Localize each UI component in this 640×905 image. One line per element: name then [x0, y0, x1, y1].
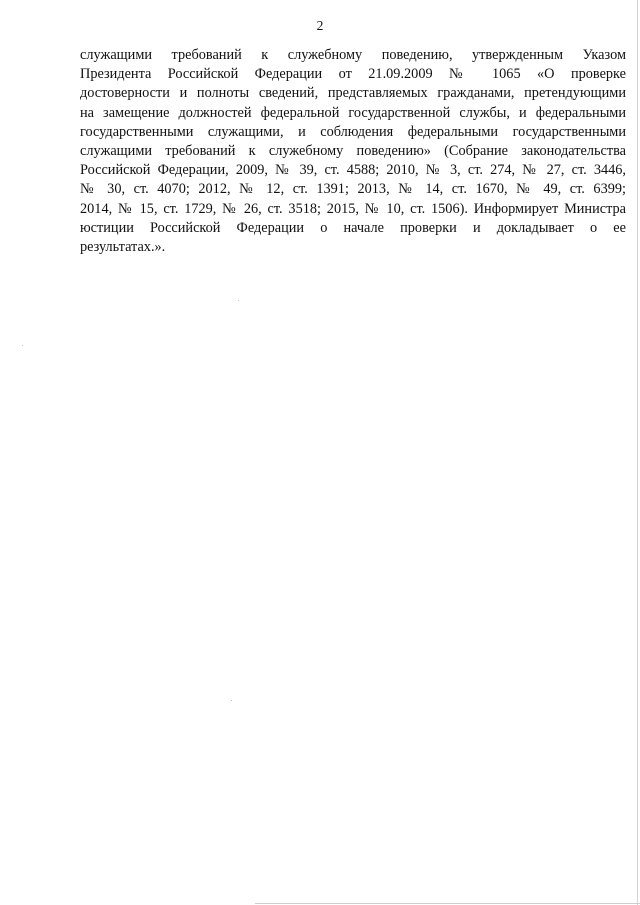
page-edge-bottom	[255, 903, 640, 904]
text-line-3: достоверности и полноты сведений, представляемых гражданами, претендующими	[80, 85, 626, 102]
text-line-9: 2014, № 15, ст. 1729, № 26, ст. 3518; 2015, № 10, ст. 1506). Информирует Министра	[80, 200, 626, 217]
text-line-1: служащими требований к служебному поведению, утвержденным Указом	[80, 47, 626, 63]
text-line-6: служащими требований к служебному поведению» (Собрание законодательства	[80, 143, 626, 160]
text-line-5: государственными служащими, и соблюдения федеральными государственными	[80, 123, 626, 140]
body-paragraph	[80, 46, 626, 257]
text-line-2: Президента Российской Федерации от 21.09.2009 № 1065 «О проверке	[80, 66, 626, 83]
scan-speck	[231, 700, 232, 701]
text-line-7: Российской Федерации, 2009, № 39, ст. 4588; 2010, № 3, ст. 274, № 27, ст. 3446,	[80, 162, 626, 179]
scan-speck	[22, 345, 23, 346]
scan-speck	[238, 300, 239, 301]
text-line-11: результатах.».	[80, 239, 166, 256]
page-number: 2	[316, 18, 324, 33]
text-line-8: № 30, ст. 4070; 2012, № 12, ст. 1391; 2013, № 14, ст. 1670, № 49, ст. 6399;	[80, 181, 626, 198]
text-line-10: юстиции Российской Федерации о начале проверки и докладывает о ее	[80, 219, 626, 236]
text-line-4: на замещение должностей федеральной государственной службы, и федеральными	[80, 104, 626, 121]
page-edge-right	[637, 0, 638, 905]
